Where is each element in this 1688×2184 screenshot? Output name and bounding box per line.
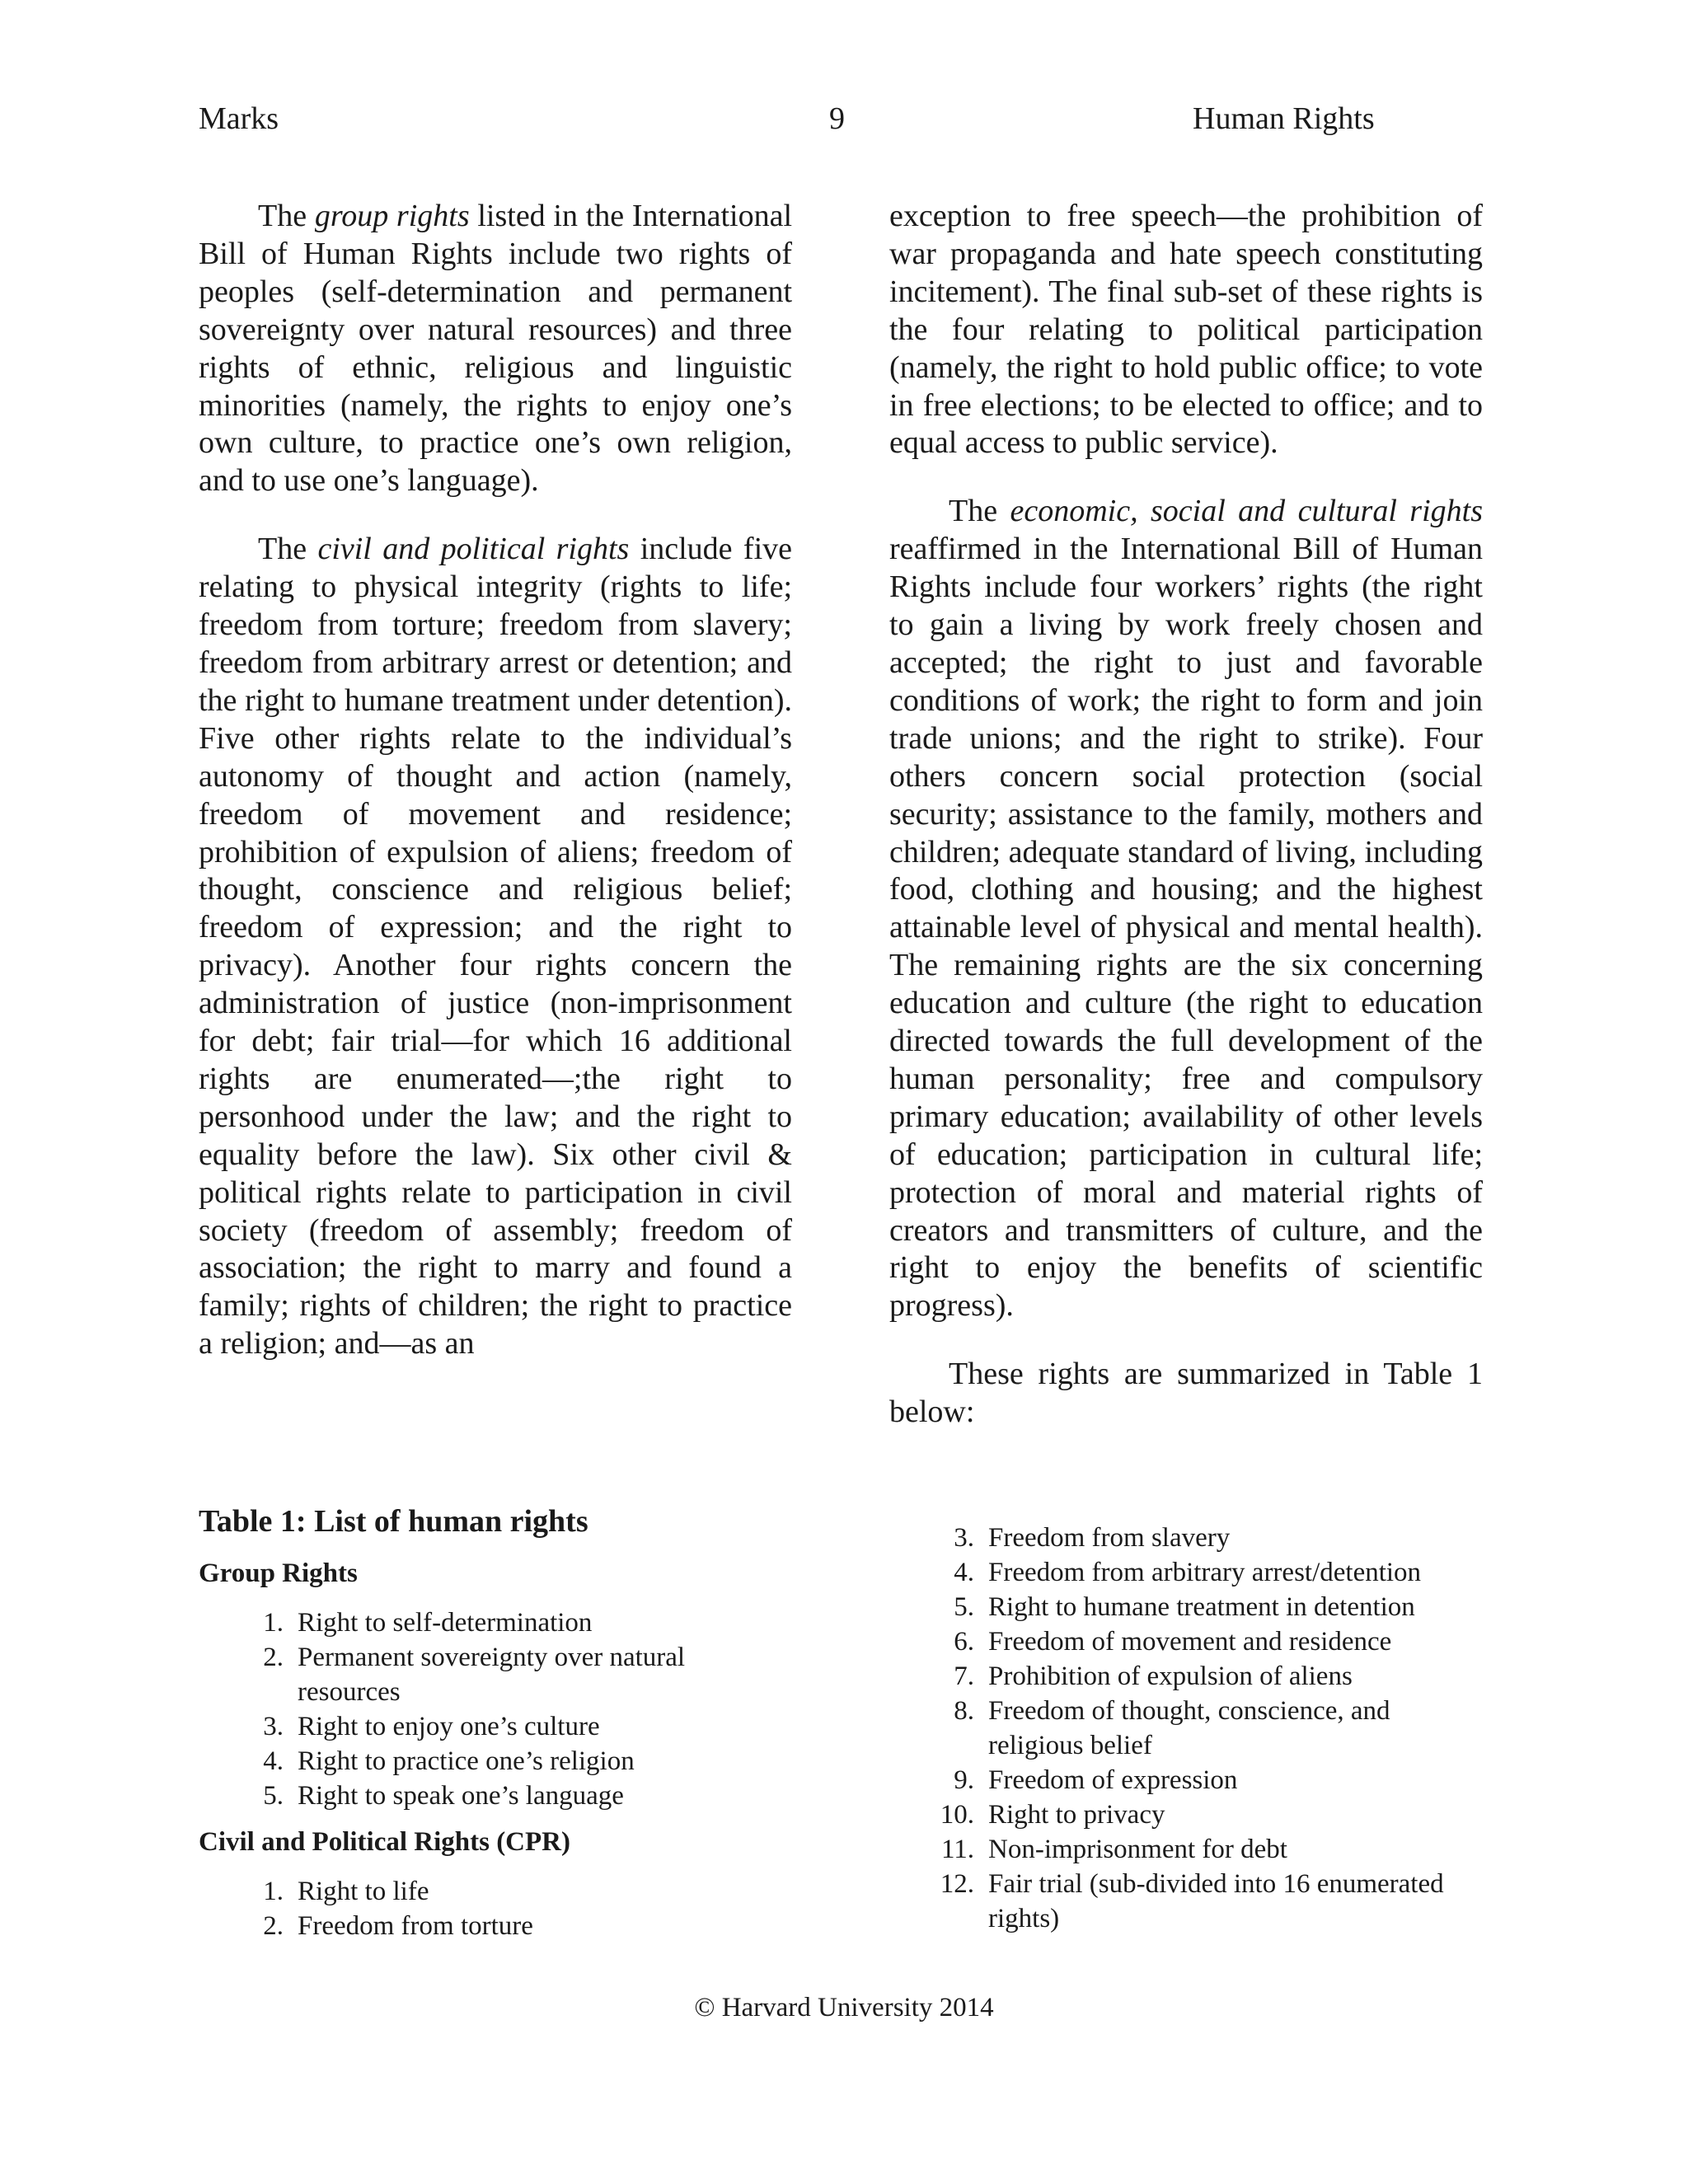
paragraph-continuation: exception to free speech—the prohibition of war propaganda and hate speech constituting incitement). The final sub-set of these rights is the four relating to political participation (namely, the right to hold public office; to vote in free elections; to be elected to office; and to equal access to public service). — [889, 199, 1483, 461]
table-right-column — [889, 1521, 1483, 1936]
list-item — [889, 1521, 1483, 1555]
group-rights-heading: Group Rights — [199, 1558, 358, 1588]
right-text-column — [889, 198, 1483, 1432]
paragraph-group-rights — [199, 198, 792, 500]
list-item-number: 11. — [940, 1835, 974, 1864]
list-item-text: Prohibition of expulsion of aliens — [988, 1661, 1353, 1691]
paragraph-text: reaffirmed in the International Bill of Human Rights include four workers’ rights (the right to gain a living by work freely chosen and accepted; the right to just and favorable conditions of work; the right to form and join trade unions; and the right to strike). Four others concern social protection (social security; assistance to the family, mothers and children; adequate standard of living, including food, clothing and housing; and the highest attainable level of physical and mental health). The remaining rights are the six concerning education and culture (the right to education directed towards the full development of the human personality; free and compulsory primary education; availability of other levels of education; participation in cultural life; protection of moral and material rights of creators and transmitters of culture, and the right to enjoy the benefits of scientific progress). — [889, 532, 1483, 1324]
list-item-text: Right to practice one’s religion — [298, 1746, 635, 1776]
list-item — [889, 1624, 1483, 1659]
list-item — [199, 1744, 792, 1779]
list-item-text: Freedom from slavery — [988, 1523, 1231, 1553]
list-item-number: 2. — [263, 1911, 284, 1941]
list-item — [199, 1779, 792, 1813]
list-item — [889, 1659, 1483, 1694]
list-item-number: 4. — [263, 1746, 284, 1776]
list-item — [199, 1640, 792, 1709]
list-item-number: 12. — [940, 1869, 974, 1899]
list-item — [889, 1590, 1483, 1624]
running-header-title: Human Rights — [1193, 101, 1375, 136]
list-item-text: Right to humane treatment in detention — [988, 1592, 1415, 1622]
list-item-number: 1. — [263, 1608, 284, 1638]
list-item-number: 9. — [954, 1765, 974, 1795]
cpr-list-part-1 — [199, 1874, 792, 1943]
paragraph-economic-social-cultural-rights — [889, 493, 1483, 1325]
group-rights-list — [199, 1605, 792, 1813]
paragraph-text: include five relating to physical integrity (rights to life; freedom from torture; freedom from slavery; freedom from arbitrary arrest or detention; and the right to humane treatment under detention). Five other rights relate to the individual’s autonomy of thought and action (namely, freedom of movement and residence; prohibition of expulsion of aliens; freedom of thought, conscience and religious belief; freedom of expression; and the right to privacy). Another four rights concern the administration of justice (non-imprisonment for debt; fair trial—for which 16 additional rights are enumerated—;the right to personhood under the law; and the right to equality before the law). Six other civil & political rights relate to participation in civil society (freedom of assembly; freedom of association; the right to marry and found a family; rights of children; the right to practice a religion; and—as an — [199, 532, 792, 1361]
list-item-number: 3. — [954, 1523, 974, 1553]
list-item-number: 2. — [263, 1643, 284, 1672]
copyright-footer: © Harvard University 2014 — [694, 1993, 994, 2022]
list-item-text: Freedom from torture — [298, 1911, 533, 1941]
paragraph-lead: The — [258, 532, 318, 567]
list-item-text: Freedom of thought, conscience, and religious belief — [988, 1696, 1390, 1760]
list-item-number: 1. — [263, 1877, 284, 1906]
italic-term: civil and political rights — [317, 532, 630, 567]
list-item-number: 6. — [954, 1627, 974, 1657]
list-item-text: Right to enjoy one’s culture — [298, 1712, 600, 1741]
cpr-heading: Civil and Political Rights (CPR) — [199, 1827, 570, 1857]
list-item-text: Freedom of expression — [988, 1765, 1238, 1795]
list-item — [199, 1605, 792, 1640]
list-item-number: 8. — [954, 1696, 974, 1726]
list-item-text: Right to privacy — [988, 1800, 1165, 1830]
list-item-number: 10. — [940, 1800, 974, 1830]
list-item — [199, 1874, 792, 1909]
list-item-text: Freedom of movement and residence — [988, 1627, 1392, 1657]
list-item — [889, 1832, 1483, 1867]
list-item — [889, 1867, 1483, 1936]
paragraph-civil-political-rights — [199, 531, 792, 1363]
list-item-number: 5. — [263, 1781, 284, 1811]
table-left-column — [199, 1556, 792, 1943]
list-item — [889, 1555, 1483, 1590]
paragraph-text: listed in the International Bill of Human Rights include two rights of peoples (self-determination and permanent sovereignty over natural resources) and three rights of ethnic, religious and linguistic minorities (namely, the rights to enjoy one’s own culture, to practice one’s own religion, and to use one’s language). — [199, 199, 792, 499]
list-item — [889, 1694, 1483, 1763]
list-item-text: Permanent sovereignty over natural resources — [298, 1643, 686, 1707]
list-item-text: Right to life — [298, 1877, 429, 1906]
left-text-column — [199, 198, 792, 1363]
list-item — [199, 1909, 792, 1943]
list-item-text: Right to speak one’s language — [298, 1781, 624, 1811]
list-item-text: Right to self-determination — [298, 1608, 593, 1638]
list-item-number: 7. — [954, 1661, 974, 1691]
list-item-number: 3. — [263, 1712, 284, 1741]
list-item-number: 5. — [954, 1592, 974, 1622]
list-item-text: Freedom from arbitrary arrest/detention — [988, 1558, 1422, 1587]
list-item — [199, 1709, 792, 1744]
page-number: 9 — [829, 101, 845, 136]
running-header-author: Marks — [199, 101, 279, 136]
list-item-text: Non-imprisonment for debt — [988, 1835, 1287, 1864]
list-item-number: 4. — [954, 1558, 974, 1587]
paragraph-lead: The — [258, 199, 315, 233]
list-item — [889, 1763, 1483, 1797]
paragraph-lead: The — [949, 494, 1010, 529]
table-title: Table 1: List of human rights — [199, 1504, 588, 1539]
italic-term: group rights — [314, 199, 470, 233]
list-item-text: Fair trial (sub-divided into 16 enumerated rights) — [988, 1869, 1444, 1933]
italic-term: economic, social and cultural rights — [1010, 494, 1483, 529]
cpr-list-part-2 — [889, 1521, 1483, 1936]
paragraph-table-intro: These rights are summarized in Table 1 below: — [889, 1357, 1483, 1430]
list-item — [889, 1797, 1483, 1832]
